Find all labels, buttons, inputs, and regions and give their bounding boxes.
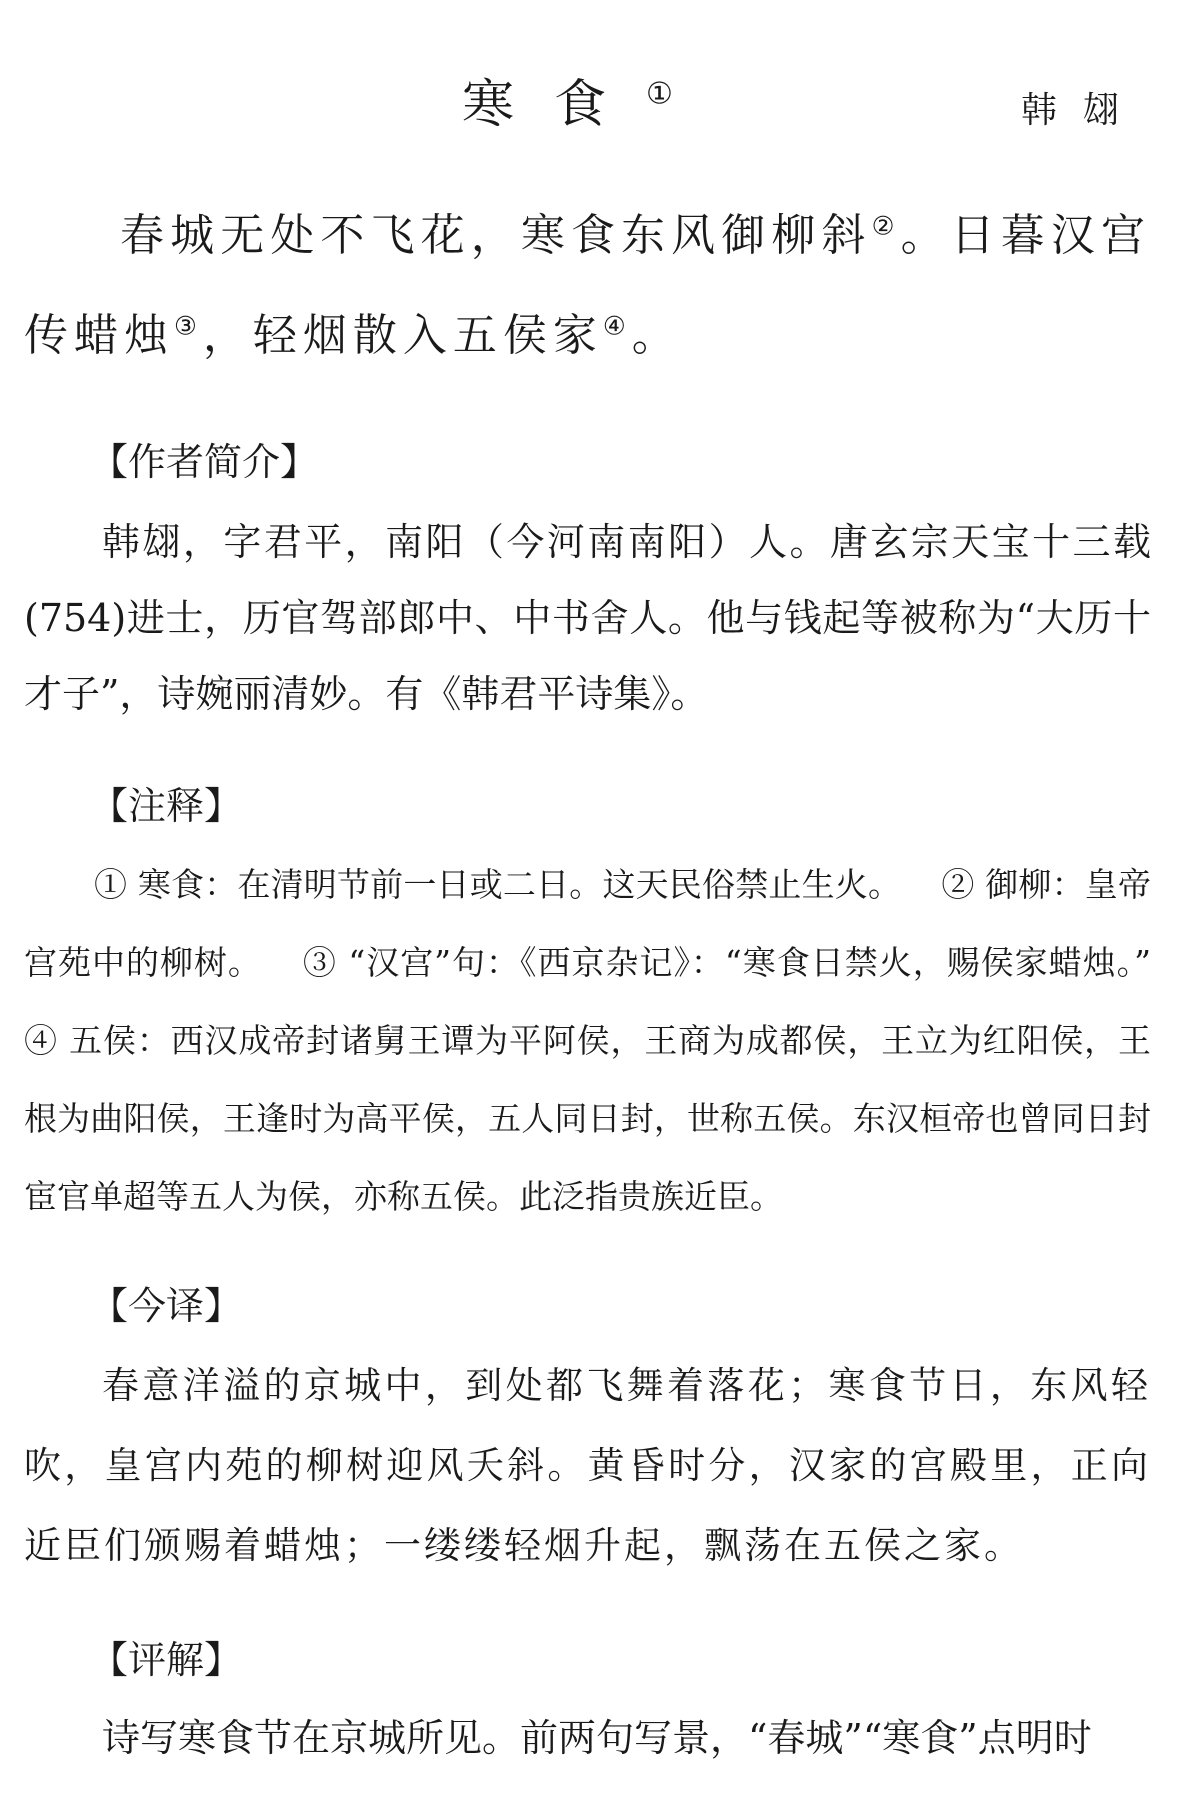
translation-body: 春意洋溢的京城中，到处都飞舞着落花；寒食节日，东风轻吹，皇宫内苑的柳树迎风夭斜。黄昏时分，汉家的宫殿里，正向近臣们颁赐着蜡烛；一缕缕轻烟升起，飘荡在五侯之家。 (24, 1364, 1151, 1567)
poem-title (24, 62, 1151, 137)
commentary-heading: 【评解】 (90, 1638, 243, 1682)
title-row (24, 0, 1151, 140)
note-item-1: ① 寒食：在清明节前一日或二日。这天民俗禁止生火。 (94, 865, 902, 904)
poem-line-2-mid: ，轻烟散入五侯家 (202, 310, 603, 361)
note-item-3: ③ “汉宫”句：《西京杂记》：“寒食日禁火，赐侯家蜡烛。” (301, 943, 1151, 982)
translation-heading: 【今译】 (90, 1284, 243, 1328)
note-ref-3: ③ (174, 311, 203, 342)
poem-line-2: 蜡烛 (74, 310, 174, 361)
commentary-body: 诗写寒食节在京城所见。前两句写景，“春城”“寒食”点明时 (102, 1716, 1092, 1760)
author-intro-heading: 【作者简介】 (90, 440, 319, 484)
poem-body (24, 186, 1151, 386)
note-ref-2: ② (871, 211, 901, 242)
poem-author: 韩翃 (1020, 90, 1145, 131)
notes-heading: 【注释】 (90, 784, 243, 828)
poem-line-2-end: 。 (631, 310, 682, 361)
poem-title-text: 寒食 (461, 75, 646, 135)
notes-body (24, 846, 1151, 1236)
poem-line-1-end: 。日暮汉宫传 (24, 210, 1152, 361)
note-item-4: ④ 五侯：西汉成帝封诸舅王谭为平阿侯，王商为成都侯，王立为红阳侯，王根为曲阳侯，王逢时为高平侯，五人同日封，世称五侯。东汉桓帝也曾同日封宦官单超等五人为侯，亦称五侯。此泛指贵族近臣。 (24, 1021, 1151, 1216)
poem-line-1: 春城无处不飞花，寒食东风御柳斜 (120, 210, 872, 261)
note-item-2: ② 御柳：皇帝宫苑中的柳树。 (24, 865, 1151, 982)
title-note-ref: ① (645, 76, 714, 112)
author-intro-body: 韩翃，字君平，南阳（今河南南阳）人。唐玄宗天宝十三载(754)进士，历官驾部郎中、中书舍人。他与钱起等被称为“大历十才子”，诗婉丽清妙。有《韩君平诗集》。 (24, 520, 1151, 716)
note-ref-4: ④ (602, 311, 632, 342)
